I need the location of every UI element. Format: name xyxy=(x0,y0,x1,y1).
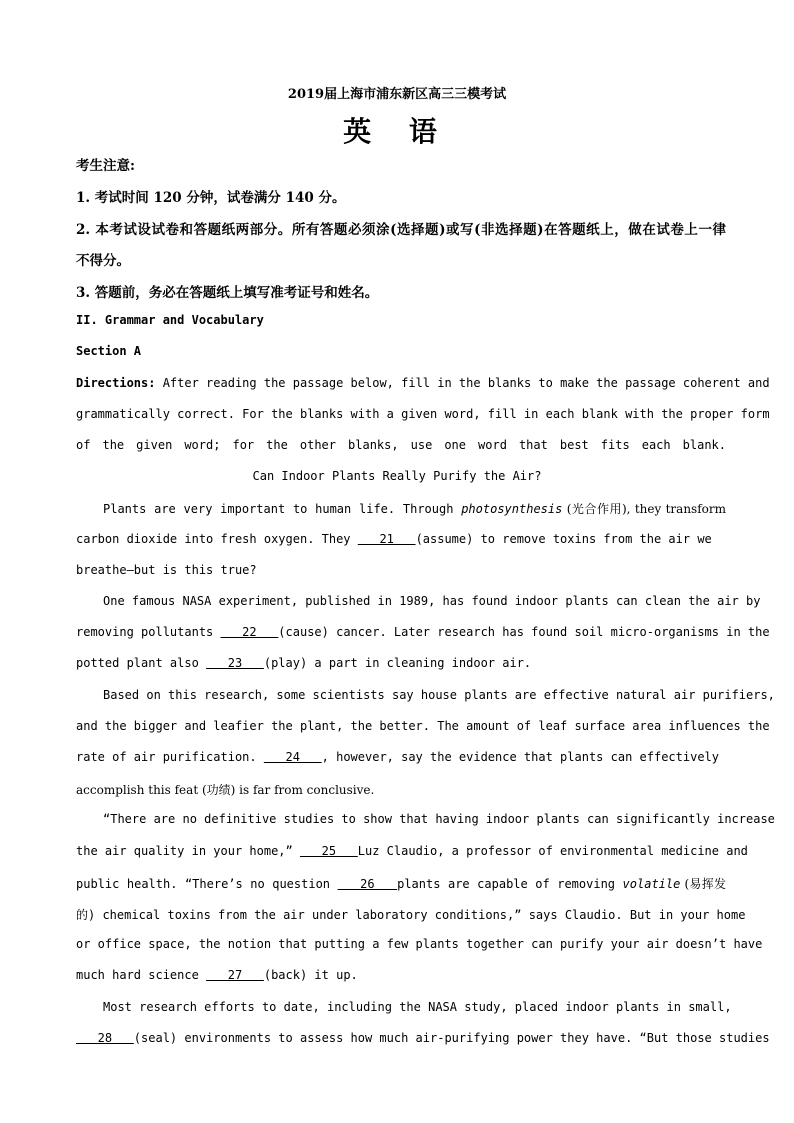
paragraph-1-line-2: carbon dioxide into fresh oxygen. They 21 (assume) to remove toxins from the air we xyxy=(76,532,712,546)
paragraph-2-line-1: One famous NASA experiment, published in 1989, has found indoor plants can clean the air by xyxy=(103,594,761,608)
paragraph-3-line-2: and the bigger and leafier the plant, the better. The amount of leaf surface area influences the xyxy=(76,719,770,733)
notice-item-1: 1. 考试时间 120 分钟，试卷满分 140 分。 xyxy=(76,190,346,206)
blank-25[interactable]: 25 xyxy=(299,844,358,858)
exam-title: 2019届上海市浦东新区高三三模考试 xyxy=(287,87,507,102)
notice-item-2-cont: 不得分。 xyxy=(76,253,130,269)
paragraph-3-line-1: Based on this research, some scientists say house plants are effective natural air purifiers, xyxy=(103,688,775,702)
paragraph-3-line-3: rate of air purification. 24 , however, say the evidence that plants can effectively xyxy=(76,750,719,764)
notice-heading: 考生注意: xyxy=(76,158,135,174)
blank-24[interactable]: 24 xyxy=(263,750,322,764)
part-heading: II. Grammar and Vocabulary xyxy=(76,313,264,327)
paragraph-4-line-1: “There are no definitive studies to show that having indoor plants can significantly increase xyxy=(103,812,775,826)
paragraph-1-line-3: breathe—but is this true? xyxy=(76,563,257,577)
paragraph-5-line-2: 28 (seal) environments to assess how much air-purifying power they have. “But those studies xyxy=(76,1031,770,1045)
paragraph-1-line-1: Plants are very important to human life. Through photosynthesis (光合作用), they transform xyxy=(103,502,726,516)
paragraph-5-line-1: Most research efforts to date, including the NASA study, placed indoor plants in small, xyxy=(103,1000,732,1014)
paragraph-4-line-4: 的) chemical toxins from the air under laboratory conditions,” says Claudio. But in your home xyxy=(76,908,746,922)
blank-28[interactable]: 28 xyxy=(76,1031,134,1045)
paragraph-4-line-3: public health. “There’s no question 26 plants are capable of removing volatile (易挥发 xyxy=(76,877,727,891)
subject-title: 英 语 xyxy=(343,115,451,148)
blank-26[interactable]: 26 xyxy=(337,877,398,891)
directions-label: Directions: xyxy=(76,376,156,390)
blank-21[interactable]: 21 xyxy=(357,532,416,546)
directions-line-2: grammatically correct. For the blanks with a given word, fill in each blank with the proper form xyxy=(76,407,770,421)
paragraph-2-line-3: potted plant also 23 (play) a part in cleaning indoor air. xyxy=(76,656,532,670)
paragraph-4-line-6: much hard science 27 (back) it up. xyxy=(76,968,358,982)
passage-title: Can Indoor Plants Really Purify the Air? xyxy=(252,469,542,483)
blank-23[interactable]: 23 xyxy=(206,656,264,670)
blank-27[interactable]: 27 xyxy=(206,968,264,982)
paragraph-4-line-5: or office space, the notion that putting a few plants together can purify your air doesn’t have xyxy=(76,937,763,951)
paragraph-4-line-2: the air quality in your home,” 25 Luz Claudio, a professor of environmental medicine and xyxy=(76,844,748,858)
paragraph-2-line-2: removing pollutants 22 (cause) cancer. Later research has found soil micro-organisms in the xyxy=(76,625,770,639)
notice-item-2: 2. 本考试设试卷和答题纸两部分。所有答题必须涂(选择题)或写(非选择题)在答题纸上，做在试卷上一律 xyxy=(76,222,726,238)
paragraph-3-line-4: accomplish this feat (功绩) is far from conclusive. xyxy=(76,783,375,797)
directions-line-1: Directions: After reading the passage below, fill in the blanks to make the passage coherent and xyxy=(76,376,770,390)
section-heading: Section A xyxy=(76,344,142,358)
notice-item-3: 3. 答题前，务必在答题纸上填写准考证号和姓名。 xyxy=(76,285,379,301)
directions-line-3: of the given word; for the other blanks, use one word that best fits each blank. xyxy=(76,438,726,452)
blank-22[interactable]: 22 xyxy=(220,625,279,639)
